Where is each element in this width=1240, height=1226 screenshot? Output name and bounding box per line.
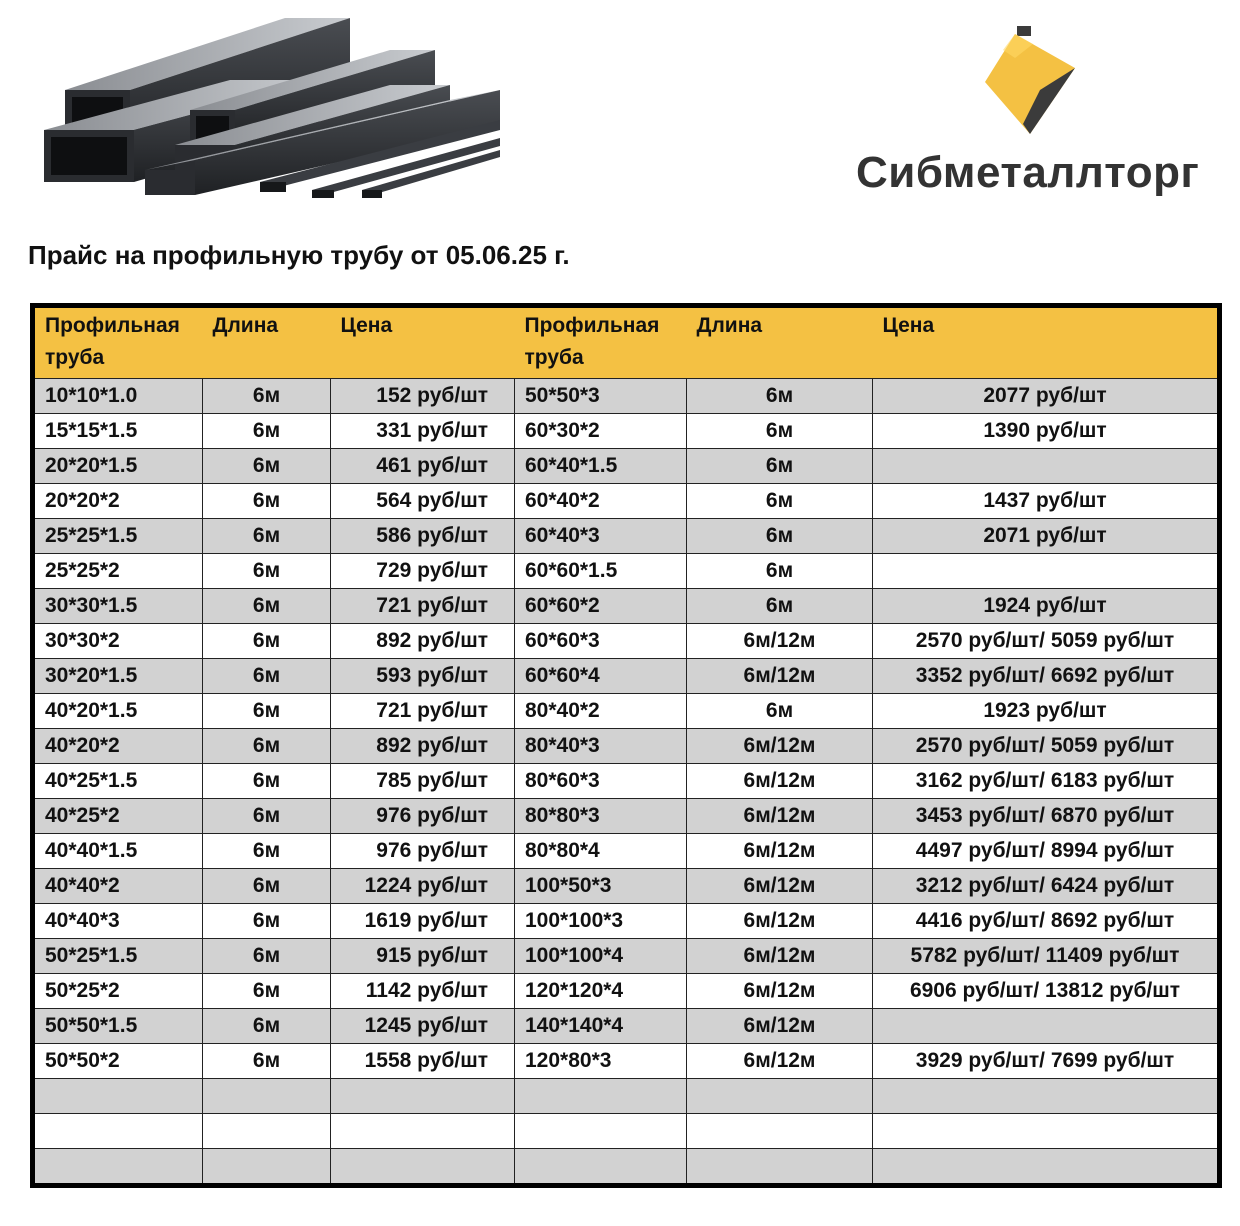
pipe-size-cell: 60*30*2 (515, 414, 687, 449)
length-cell (687, 1079, 873, 1114)
pipe-size-cell: 60*40*2 (515, 484, 687, 519)
table-row (33, 939, 1220, 974)
price-cell: 2077 руб/шт (873, 379, 1220, 414)
pipe-size-cell: 40*20*1.5 (33, 694, 203, 729)
length-cell: 6м (203, 904, 331, 939)
pipe-size-cell (515, 1149, 687, 1186)
length-cell: 6м (687, 379, 873, 414)
pipe-size-cell: 50*25*1.5 (33, 939, 203, 974)
pipe-size-cell: 60*60*4 (515, 659, 687, 694)
price-cell: 2570 руб/шт/ 5059 руб/шт (873, 624, 1220, 659)
length-cell: 6м/12м (687, 974, 873, 1009)
length-cell (203, 1114, 331, 1149)
length-cell: 6м (203, 554, 331, 589)
price-cell: 3212 руб/шт/ 6424 руб/шт (873, 869, 1220, 904)
pipe-size-cell (33, 1079, 203, 1114)
price-cell (331, 1149, 515, 1186)
table-row (33, 1149, 1220, 1186)
price-cell: 721 руб/шт (331, 589, 515, 624)
length-cell: 6м (203, 939, 331, 974)
length-cell: 6м/12м (687, 624, 873, 659)
pipe-size-cell: 40*20*2 (33, 729, 203, 764)
price-cell (331, 1079, 515, 1114)
table-row (33, 659, 1220, 694)
pipe-size-cell: 80*40*2 (515, 694, 687, 729)
brand-name: Сибметаллторг (856, 148, 1200, 197)
pipe-size-cell: 40*25*2 (33, 799, 203, 834)
length-cell: 6м (687, 449, 873, 484)
price-cell: 1437 руб/шт (873, 484, 1220, 519)
table-row (33, 589, 1220, 624)
brand-logo-icon (975, 22, 1085, 137)
length-cell: 6м (203, 834, 331, 869)
length-cell: 6м/12м (687, 869, 873, 904)
pipe-size-cell (515, 1079, 687, 1114)
pipe-size-cell: 140*140*4 (515, 1009, 687, 1044)
header-price-1: Цена (331, 306, 515, 379)
length-cell (203, 1149, 331, 1186)
length-cell: 6м (687, 554, 873, 589)
price-cell (331, 1114, 515, 1149)
table-row (33, 379, 1220, 414)
price-cell: 892 руб/шт (331, 729, 515, 764)
length-cell: 6м (203, 1009, 331, 1044)
pipe-size-cell: 25*25*2 (33, 554, 203, 589)
price-cell: 1390 руб/шт (873, 414, 1220, 449)
pipe-size-cell: 80*80*3 (515, 799, 687, 834)
price-cell: 3929 руб/шт/ 7699 руб/шт (873, 1044, 1220, 1079)
pipe-size-cell (515, 1114, 687, 1149)
price-cell: 4416 руб/шт/ 8692 руб/шт (873, 904, 1220, 939)
pipe-size-cell: 30*30*1.5 (33, 589, 203, 624)
pipe-size-cell: 10*10*1.0 (33, 379, 203, 414)
pipe-size-cell (33, 1149, 203, 1186)
price-cell: 461 руб/шт (331, 449, 515, 484)
length-cell: 6м (203, 869, 331, 904)
table-row (33, 484, 1220, 519)
pipe-size-cell: 40*40*3 (33, 904, 203, 939)
table-row (33, 624, 1220, 659)
pipe-size-cell: 60*40*3 (515, 519, 687, 554)
pipe-size-cell: 120*80*3 (515, 1044, 687, 1079)
length-cell: 6м (687, 484, 873, 519)
pipe-size-cell (33, 1114, 203, 1149)
pipe-size-cell: 60*40*1.5 (515, 449, 687, 484)
length-cell: 6м/12м (687, 1009, 873, 1044)
price-cell: 1224 руб/шт (331, 869, 515, 904)
length-cell: 6м (203, 694, 331, 729)
price-cell: 593 руб/шт (331, 659, 515, 694)
pipe-size-cell: 100*100*3 (515, 904, 687, 939)
price-table-body (33, 379, 1220, 1186)
table-row (33, 1079, 1220, 1114)
price-cell: 1245 руб/шт (331, 1009, 515, 1044)
price-cell: 785 руб/шт (331, 764, 515, 799)
table-row (33, 764, 1220, 799)
length-cell: 6м/12м (687, 939, 873, 974)
length-cell: 6м (203, 379, 331, 414)
pipe-size-cell: 100*100*4 (515, 939, 687, 974)
length-cell: 6м/12м (687, 834, 873, 869)
header-length-1: Длина (203, 306, 331, 379)
length-cell: 6м (203, 624, 331, 659)
price-cell: 331 руб/шт (331, 414, 515, 449)
table-row (33, 974, 1220, 1009)
pipe-size-cell: 80*60*3 (515, 764, 687, 799)
pipe-size-cell: 80*40*3 (515, 729, 687, 764)
price-cell: 152 руб/шт (331, 379, 515, 414)
price-cell: 4497 руб/шт/ 8994 руб/шт (873, 834, 1220, 869)
price-cell: 3162 руб/шт/ 6183 руб/шт (873, 764, 1220, 799)
steel-pipes-image (30, 10, 510, 210)
price-cell: 5782 руб/шт/ 11409 руб/шт (873, 939, 1220, 974)
table-row (33, 1114, 1220, 1149)
header-price-2: Цена (873, 306, 1220, 379)
pipe-size-cell: 60*60*3 (515, 624, 687, 659)
pipe-size-cell: 60*60*1.5 (515, 554, 687, 589)
length-cell: 6м/12м (687, 799, 873, 834)
price-cell: 892 руб/шт (331, 624, 515, 659)
table-row (33, 799, 1220, 834)
price-cell (873, 1149, 1220, 1186)
pipe-size-cell: 20*20*2 (33, 484, 203, 519)
price-table (30, 303, 1222, 1188)
length-cell: 6м (203, 764, 331, 799)
price-cell: 2570 руб/шт/ 5059 руб/шт (873, 729, 1220, 764)
price-cell: 1558 руб/шт (331, 1044, 515, 1079)
pipe-size-cell: 40*40*2 (33, 869, 203, 904)
price-cell: 976 руб/шт (331, 834, 515, 869)
price-cell: 1142 руб/шт (331, 974, 515, 1009)
pipe-size-cell: 40*25*1.5 (33, 764, 203, 799)
length-cell: 6м (687, 414, 873, 449)
price-cell: 976 руб/шт (331, 799, 515, 834)
table-row (33, 519, 1220, 554)
price-cell: 564 руб/шт (331, 484, 515, 519)
length-cell: 6м (203, 449, 331, 484)
price-cell (873, 554, 1220, 589)
pipe-size-cell: 100*50*3 (515, 869, 687, 904)
length-cell: 6м (203, 484, 331, 519)
pipe-size-cell: 20*20*1.5 (33, 449, 203, 484)
pipe-size-cell: 80*80*4 (515, 834, 687, 869)
pipe-size-cell: 30*30*2 (33, 624, 203, 659)
length-cell: 6м (203, 589, 331, 624)
table-row (33, 834, 1220, 869)
pipe-size-cell: 30*20*1.5 (33, 659, 203, 694)
table-row (33, 1009, 1220, 1044)
length-cell: 6м (203, 799, 331, 834)
length-cell: 6м/12м (687, 904, 873, 939)
price-cell: 3352 руб/шт/ 6692 руб/шт (873, 659, 1220, 694)
pipe-size-cell: 50*50*1.5 (33, 1009, 203, 1044)
pipe-size-cell: 120*120*4 (515, 974, 687, 1009)
price-cell: 729 руб/шт (331, 554, 515, 589)
price-cell: 1923 руб/шт (873, 694, 1220, 729)
price-cell: 2071 руб/шт (873, 519, 1220, 554)
price-cell: 1619 руб/шт (331, 904, 515, 939)
page-title: Прайс на профильную трубу от 05.06.25 г. (28, 240, 570, 270)
pipe-size-cell: 15*15*1.5 (33, 414, 203, 449)
length-cell (687, 1114, 873, 1149)
pipe-size-cell: 50*25*2 (33, 974, 203, 1009)
header-pipe-2: Профильная труба (515, 306, 687, 379)
pipe-size-cell: 50*50*3 (515, 379, 687, 414)
length-cell: 6м (203, 659, 331, 694)
pipe-size-cell: 50*50*2 (33, 1044, 203, 1079)
length-cell: 6м (203, 414, 331, 449)
price-cell: 6906 руб/шт/ 13812 руб/шт (873, 974, 1220, 1009)
length-cell: 6м/12м (687, 729, 873, 764)
table-row (33, 869, 1220, 904)
length-cell: 6м/12м (687, 659, 873, 694)
price-cell: 586 руб/шт (331, 519, 515, 554)
table-row (33, 904, 1220, 939)
table-row (33, 414, 1220, 449)
table-header-row (33, 306, 1220, 379)
length-cell (203, 1079, 331, 1114)
price-cell (873, 1009, 1220, 1044)
table-row (33, 729, 1220, 764)
pipe-size-cell: 60*60*2 (515, 589, 687, 624)
length-cell: 6м (687, 589, 873, 624)
length-cell: 6м (203, 519, 331, 554)
length-cell (687, 1149, 873, 1186)
header-length-2: Длина (687, 306, 873, 379)
table-row (33, 1044, 1220, 1079)
price-cell: 1924 руб/шт (873, 589, 1220, 624)
length-cell: 6м (687, 519, 873, 554)
price-cell (873, 1079, 1220, 1114)
price-cell: 3453 руб/шт/ 6870 руб/шт (873, 799, 1220, 834)
price-cell (873, 1114, 1220, 1149)
length-cell: 6м/12м (687, 764, 873, 799)
price-cell (873, 449, 1220, 484)
price-cell: 915 руб/шт (331, 939, 515, 974)
pipe-size-cell: 25*25*1.5 (33, 519, 203, 554)
table-row (33, 449, 1220, 484)
pipe-size-cell: 40*40*1.5 (33, 834, 203, 869)
length-cell: 6м (203, 974, 331, 1009)
price-cell: 721 руб/шт (331, 694, 515, 729)
header-pipe-1: Профильная труба (33, 306, 203, 379)
length-cell: 6м/12м (687, 1044, 873, 1079)
length-cell: 6м (687, 694, 873, 729)
table-row (33, 554, 1220, 589)
table-row (33, 694, 1220, 729)
length-cell: 6м (203, 1044, 331, 1079)
length-cell: 6м (203, 729, 331, 764)
